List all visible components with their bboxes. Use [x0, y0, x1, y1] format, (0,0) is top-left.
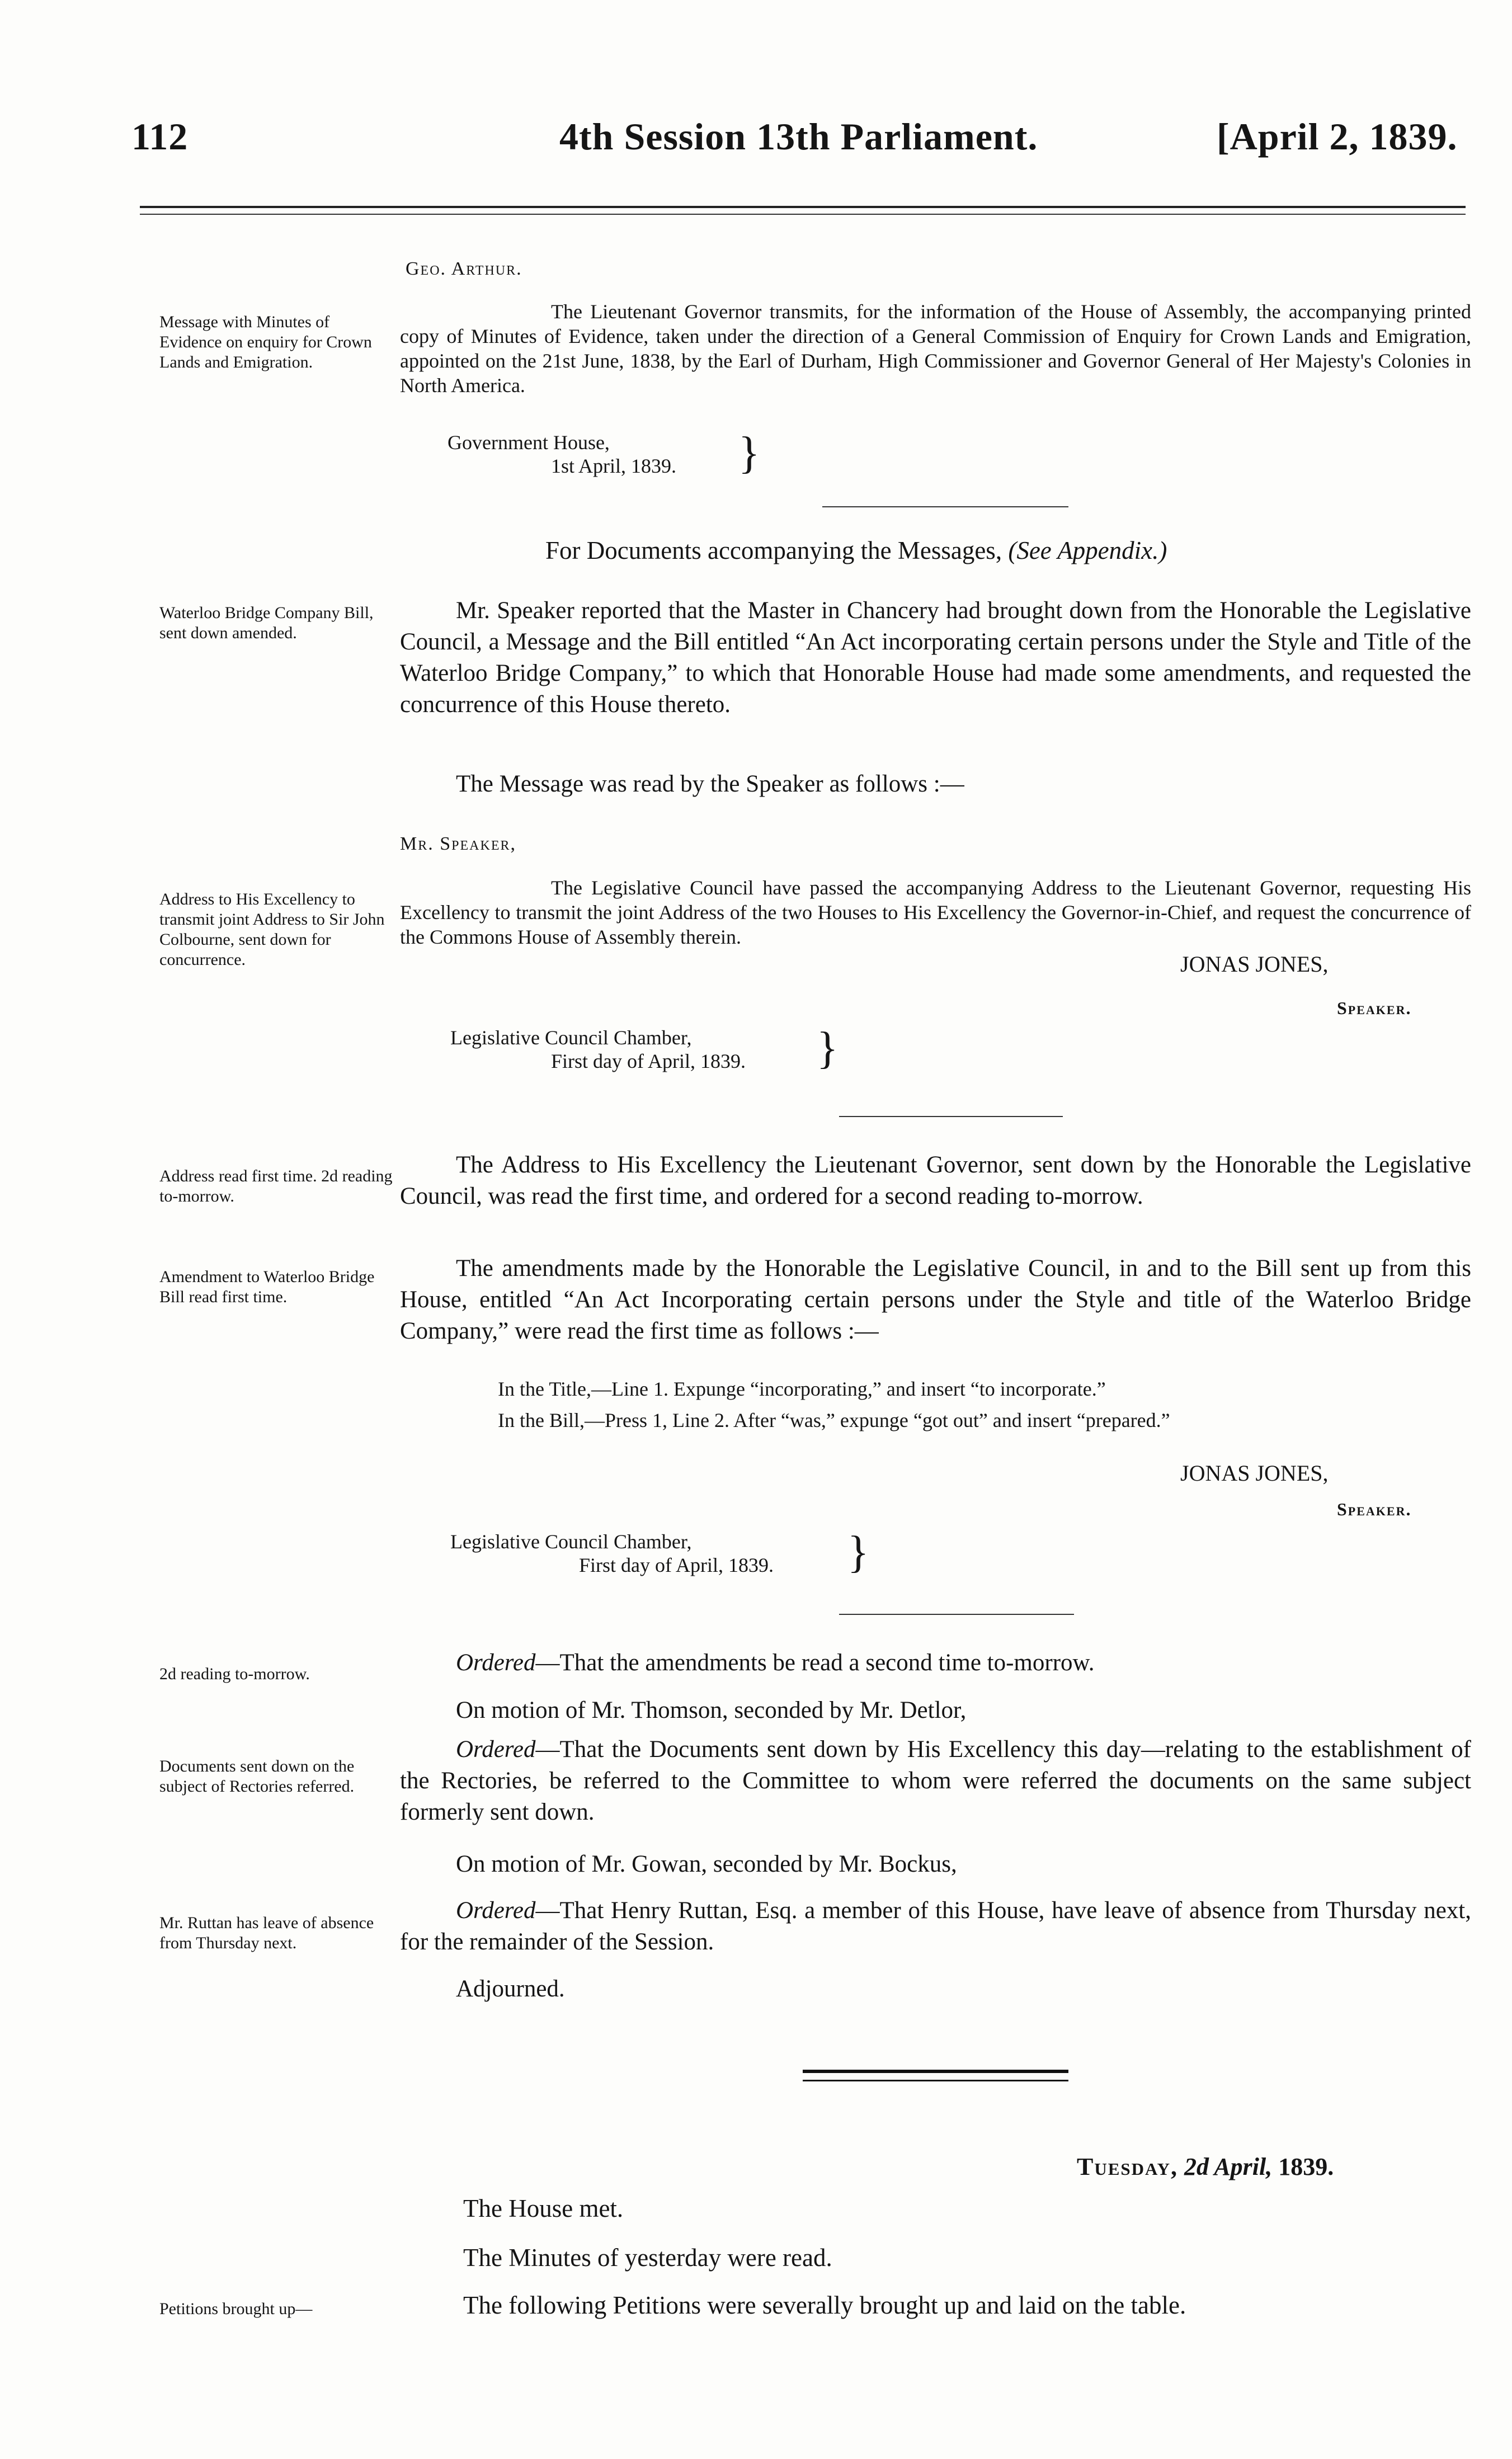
signer-name: JONAS JONES, [1180, 1461, 1329, 1486]
paragraph-amendment: The amendments made by the Honorable the Legislative Council, in and to the Bill sent up from this House, entitled “An Act Incorporating certain persons under the Style and title of the Waterloo Bridge Company,” were read the first time as follows :— [400, 1255, 1471, 1344]
margin-note-second-reading: 2d reading to-morrow. [159, 1665, 310, 1683]
order-amendments [400, 1647, 1471, 1679]
section-rule [803, 2070, 1068, 2073]
motion-thomson: On motion of Mr. Thomson, seconded by Mr. Detlor, [456, 1697, 967, 1723]
brace: } [738, 428, 760, 478]
margin-note-ruttan: Mr. Ruttan has leave of absence from Thursday next. [159, 1914, 374, 1952]
margin-note-address: Address to His Excellency to transmit joint Address to Sir John Colbourne, sent down for concurrence. [159, 890, 385, 969]
margin-note-amendment: Amendment to Waterloo Bridge Bill read first time. [159, 1268, 375, 1306]
appendix-reference: (See Appendix.) [1008, 536, 1167, 564]
divider [839, 1614, 1074, 1615]
paragraph-minutes: The Lieutenant Governor transmits, for the information of the House of Assembly, the accompanying printed copy of Minutes of Evidence, taken under the direction of a General Commission of Enquiry for Crown Lands and Emigration, appointed on the 21st June, 1838, by the Earl of Durham, High Commissioner and Governor General of Her Majesty's Colonies in North America. [400, 300, 1471, 397]
signer-title: Speaker. [1337, 1499, 1412, 1519]
day-year: 1839. [1278, 2153, 1334, 2180]
day-name: Tuesday, [1077, 2153, 1178, 2180]
council-chamber: Legislative Council Chamber, [450, 1026, 692, 1049]
margin-note-waterloo: Waterloo Bridge Company Bill, sent down amended. [159, 604, 374, 642]
margin-note-petitions: Petitions brought up— [159, 2300, 313, 2318]
header-rule [140, 206, 1466, 208]
message-read-line: The Message was read by the Speaker as follows :— [456, 771, 964, 797]
documents-note-text: For Documents accompanying the Messages, [545, 536, 1002, 564]
page-date: [April 2, 1839. [1217, 115, 1458, 158]
order-ruttan [400, 1895, 1471, 1958]
petitions-line: The following Petitions were severally brought up and laid on the table. [463, 2291, 1186, 2319]
paragraph-first-reading: The Address to His Excellency the Lieutenant Governor, sent down by the Honorable the Legislative Council, was read the first time, and ordered for a second reading to-morrow. [400, 1152, 1471, 1209]
section-rule-thin [803, 2080, 1068, 2081]
paragraph-waterloo: Mr. Speaker reported that the Master in Chancery had brought down from the Honorable the Legislative Council, a Message and the Bill entitled “An Act incorporating certain persons under the Style and Title of the Waterloo Bridge Company,” to which that Honorable House had made some amendments, and requested the concurrence of this House thereto. [400, 597, 1471, 718]
next-day-date [1077, 2152, 1334, 2181]
council-chamber-date: First day of April, 1839. [551, 1050, 746, 1072]
margin-note-minutes: Message with Minutes of Evidence on enquiry for Crown Lands and Emigration. [159, 313, 372, 371]
motion-gowan: On motion of Mr. Gowan, seconded by Mr. Bockus, [456, 1851, 957, 1877]
ordered-label: Ordered [456, 1897, 536, 1924]
day-date: 2d April, [1184, 2153, 1273, 2180]
amendment-bill: In the Bill,—Press 1, Line 2. After “was,” expunge “got out” and insert “prepared.” [498, 1409, 1170, 1431]
documents-note [545, 536, 1167, 565]
minutes-read: The Minutes of yesterday were read. [463, 2244, 832, 2272]
order-text: —That the amendments be read a second time to-morrow. [535, 1650, 1095, 1676]
header-rule-thin [140, 214, 1466, 215]
government-house-date: 1st April, 1839. [551, 455, 677, 477]
order-text: —That the Documents sent down by His Excellency this day—relating to the establishment of the Rectories, be referred to the Committee to whom were referred the documents on the same subject formerly sent down. [400, 1736, 1471, 1825]
order-rectories [400, 1734, 1471, 1828]
margin-note-first-reading: Address read first time. 2d reading to-morrow. [159, 1167, 393, 1205]
ordered-label: Ordered [456, 1736, 536, 1763]
page-title: 4th Session 13th Parliament. [559, 115, 1038, 158]
amendment-title: In the Title,—Line 1. Expunge “incorporating,” and insert “to incorporate.” [498, 1378, 1106, 1400]
paragraph-address: The Legislative Council have passed the accompanying Address to the Lieutenant Governor, requesting His Excellency to transmit the joint Address of the two Houses to His Excellency the Governor-in-Chief, and request the concurrence of the Commons House of Assembly therein. [400, 877, 1471, 948]
divider [839, 1116, 1063, 1117]
house-met: The House met. [463, 2194, 624, 2222]
brace: } [847, 1528, 869, 1577]
brace: } [817, 1024, 839, 1073]
order-text: —That Henry Ruttan, Esq. a member of this House, have leave of absence from Thursday next, for the remainder of the Session. [400, 1897, 1471, 1955]
council-chamber-date: First day of April, 1839. [579, 1554, 774, 1576]
council-chamber: Legislative Council Chamber, [450, 1530, 692, 1553]
page-number: 112 [131, 115, 189, 158]
ordered-label: Ordered [456, 1650, 536, 1676]
divider [822, 506, 1068, 507]
signer-title: Speaker. [1337, 998, 1412, 1018]
signer-name: JONAS JONES, [1180, 951, 1329, 977]
adjourned: Adjourned. [456, 1976, 565, 2002]
salutation: Mr. Speaker, [400, 833, 516, 854]
signature: Geo. Arthur. [406, 258, 522, 279]
government-house: Government House, [448, 431, 610, 454]
margin-note-rectories: Documents sent down on the subject of Rectories referred. [159, 1757, 355, 1796]
